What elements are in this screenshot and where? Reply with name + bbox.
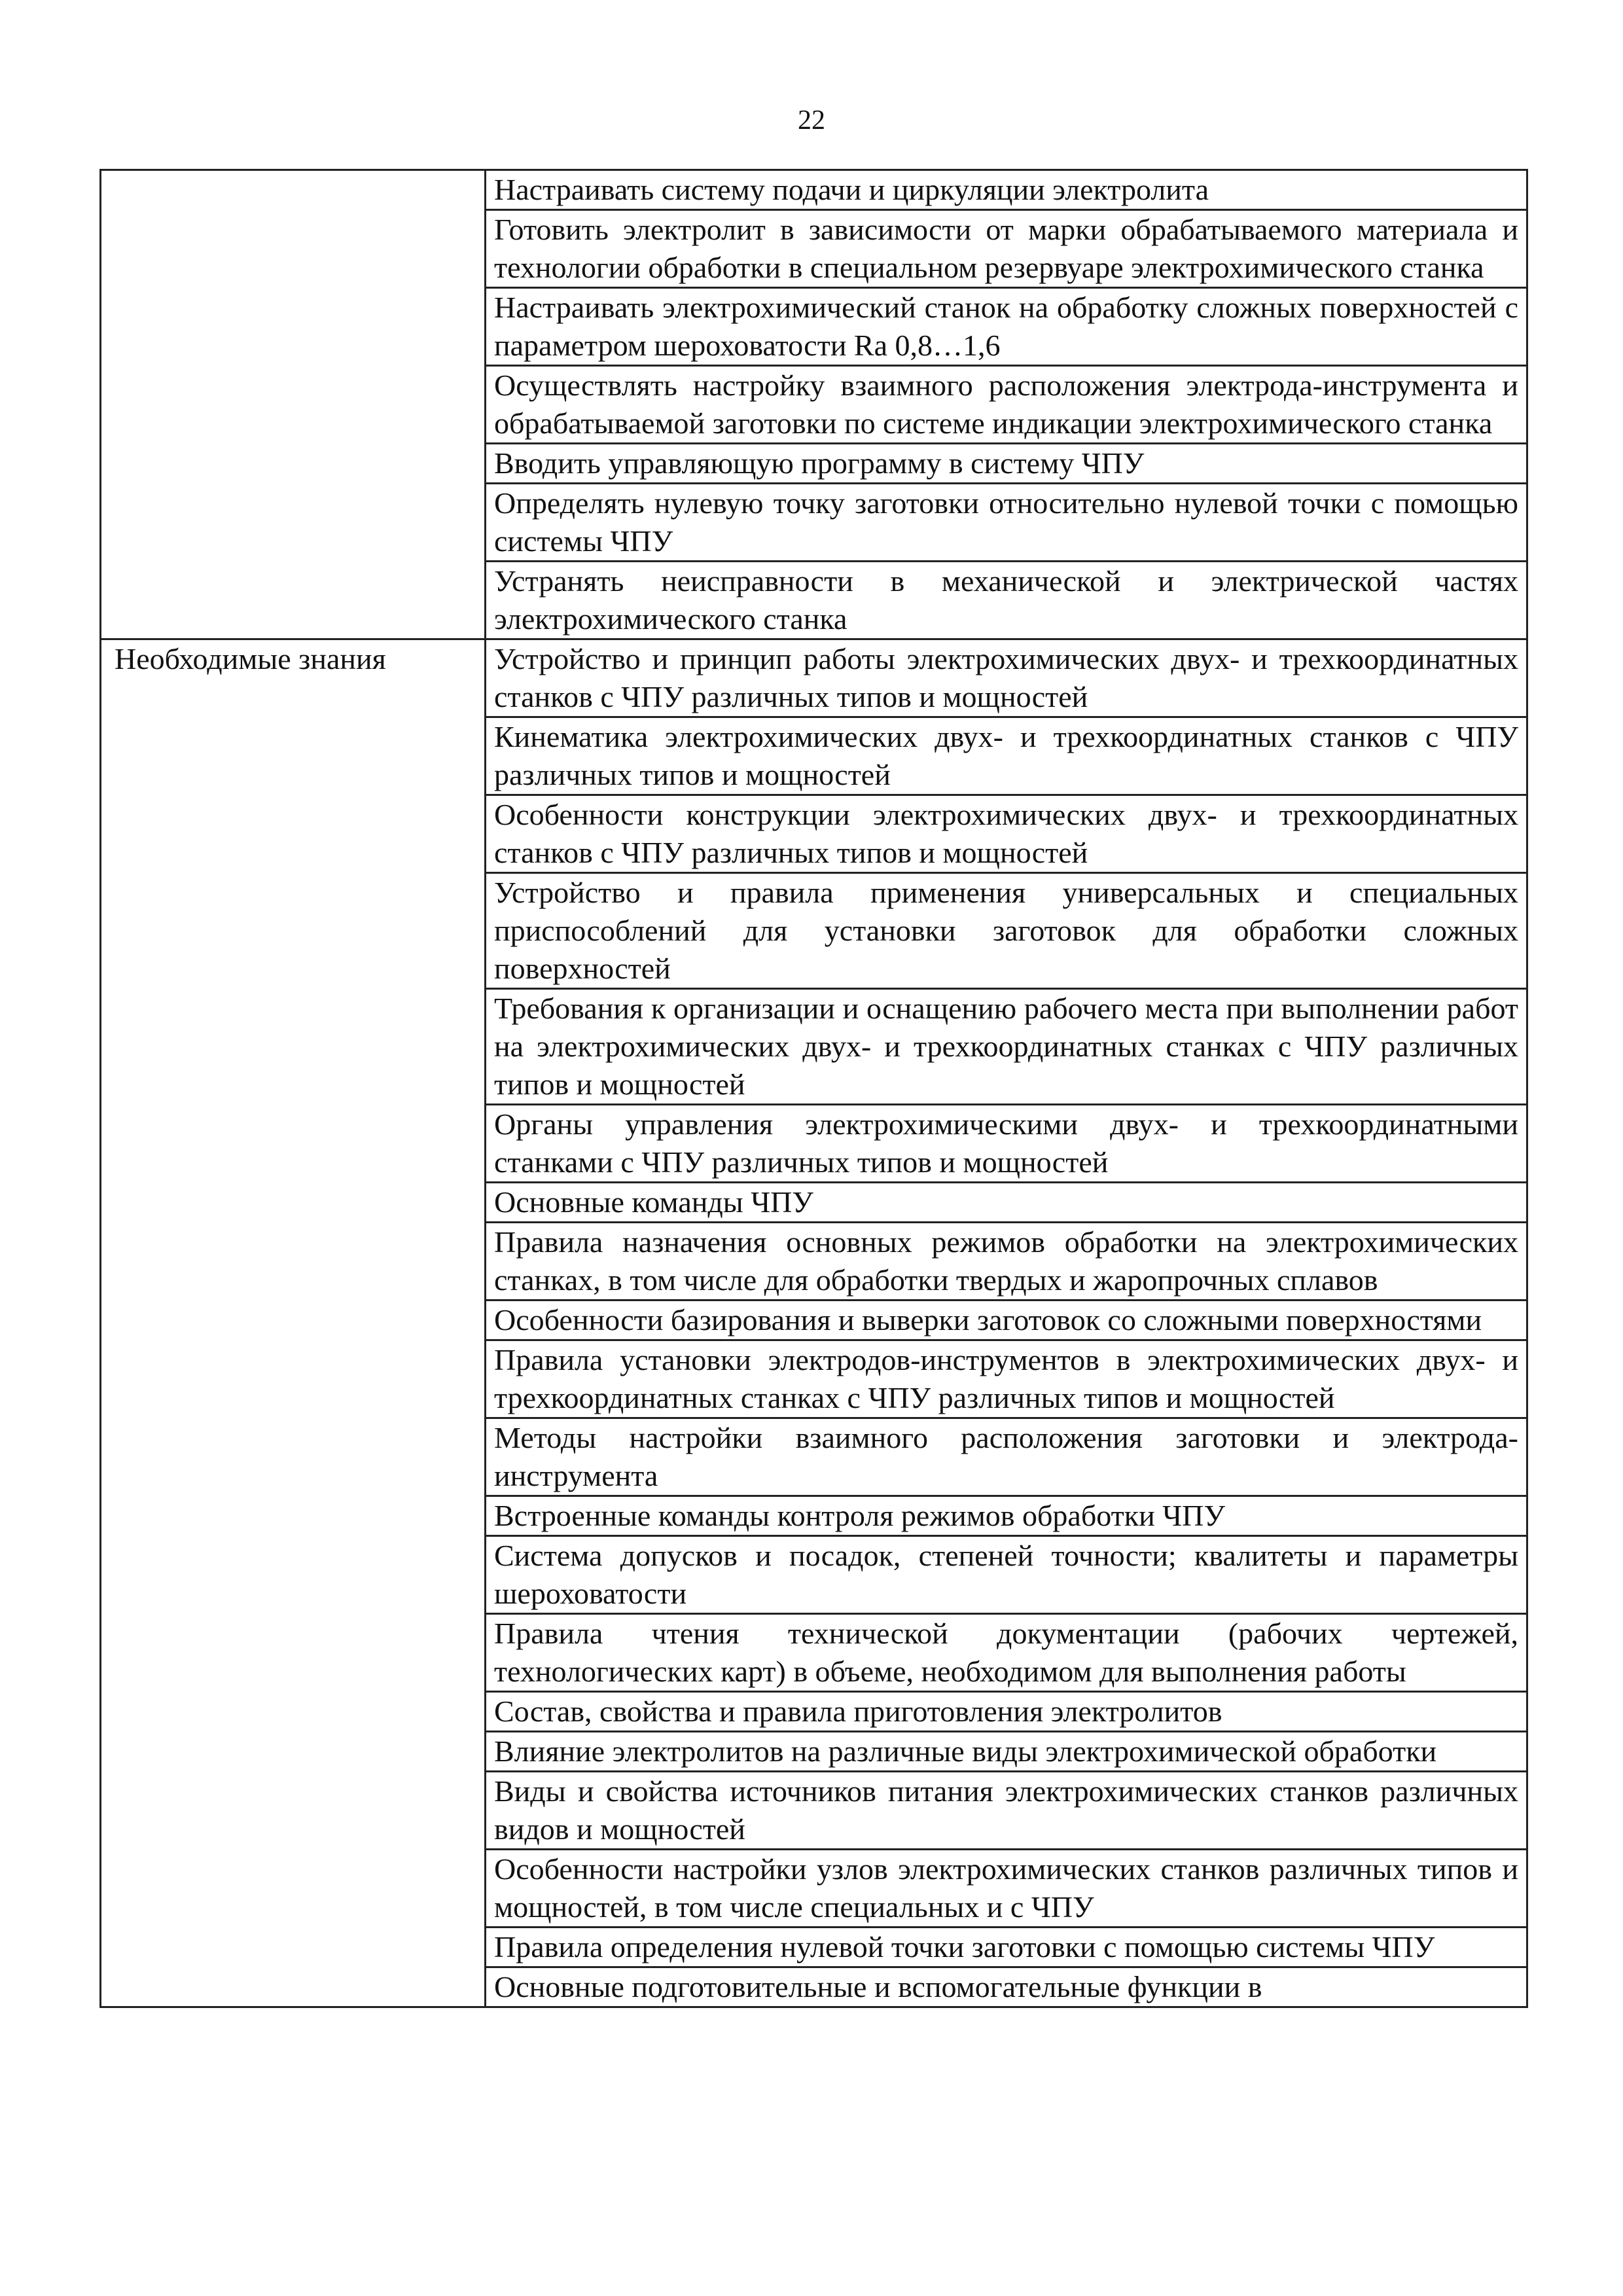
table-row — [101, 639, 1527, 717]
table-item-cell: Устройство и принцип работы электрохимических двух- и трехкоординатных станков с ЧПУ различных типов и мощностей — [486, 639, 1527, 717]
table-item-cell: Определять нулевую точку заготовки относительно нулевой точки с помощью системы ЧПУ — [486, 484, 1527, 562]
table-item-cell: Основные команды ЧПУ — [486, 1183, 1527, 1223]
table-item-cell: Правила назначения основных режимов обработки на электрохимических станках, в том числе для обработки твердых и жаропрочных сплавов — [486, 1223, 1527, 1300]
table-item-cell: Виды и свойства источников питания электрохимических станков различных видов и мощностей — [486, 1772, 1527, 1850]
table-item-cell: Основные подготовительные и вспомогательные функции в — [486, 1967, 1527, 2007]
table-body — [101, 170, 1527, 2007]
table-item-cell: Правила определения нулевой точки заготовки с помощью системы ЧПУ — [486, 1928, 1527, 1967]
table-item-cell: Особенности базирования и выверки заготовок со сложными поверхностями — [486, 1300, 1527, 1340]
table-item-cell: Кинематика электрохимических двух- и трехкоординатных станков с ЧПУ различных типов и мощностей — [486, 717, 1527, 795]
table-item-cell: Настраивать электрохимический станок на обработку сложных поверхностей с параметром шероховатости Ra 0,8…1,6 — [486, 288, 1527, 366]
page-number: 22 — [798, 105, 825, 135]
table-item-cell: Система допусков и посадок, степеней точности; квалитеты и параметры шероховатости — [486, 1536, 1527, 1614]
table-item-cell: Встроенные команды контроля режимов обработки ЧПУ — [486, 1496, 1527, 1536]
table-item-cell: Осуществлять настройку взаимного расположения электрода-инструмента и обрабатываемой заготовки по системе индикации электрохимического станка — [486, 366, 1527, 444]
table-item-cell: Особенности конструкции электрохимических двух- и трехкоординатных станков с ЧПУ различных типов и мощностей — [486, 795, 1527, 873]
table-item-cell: Настраивать систему подачи и циркуляции электролита — [486, 170, 1527, 210]
table-item-cell: Методы настройки взаимного расположения заготовки и электрода-инструмента — [486, 1418, 1527, 1496]
competency-table — [99, 169, 1528, 2008]
table-item-cell: Вводить управляющую программу в систему ЧПУ — [486, 444, 1527, 484]
table-item-cell: Особенности настройки узлов электрохимических станков различных типов и мощностей, в том числе специальных и с ЧПУ — [486, 1850, 1527, 1928]
table-item-cell: Органы управления электрохимическими двух- и трехкоординатными станками с ЧПУ различных типов и мощностей — [486, 1105, 1527, 1183]
table-item-cell: Влияние электролитов на различные виды электрохимической обработки — [486, 1732, 1527, 1772]
table-item-cell: Требования к организации и оснащению рабочего места при выполнении работ на электрохимических двух- и трехкоординатных станках с ЧПУ различных типов и мощностей — [486, 989, 1527, 1105]
table-item-cell: Правила установки электродов-инструментов в электрохимических двух- и трехкоординатных станках с ЧПУ различных типов и мощностей — [486, 1340, 1527, 1418]
group-label-cell: Необходимые знания — [101, 639, 486, 2007]
group-label-cell — [101, 170, 486, 639]
table-item-cell: Готовить электролит в зависимости от марки обрабатываемого материала и технологии обработки в специальном резервуаре электрохимического станка — [486, 210, 1527, 288]
table-item-cell: Правила чтения технической документации (рабочих чертежей, технологических карт) в объеме, необходимом для выполнения работы — [486, 1614, 1527, 1692]
table-item-cell: Состав, свойства и правила приготовления электролитов — [486, 1692, 1527, 1732]
table-item-cell: Устройство и правила применения универсальных и специальных приспособлений для установки заготовок для обработки сложных поверхностей — [486, 873, 1527, 989]
table-item-cell: Устранять неисправности в механической и электрической частях электрохимического станка — [486, 562, 1527, 639]
table-row — [101, 170, 1527, 210]
